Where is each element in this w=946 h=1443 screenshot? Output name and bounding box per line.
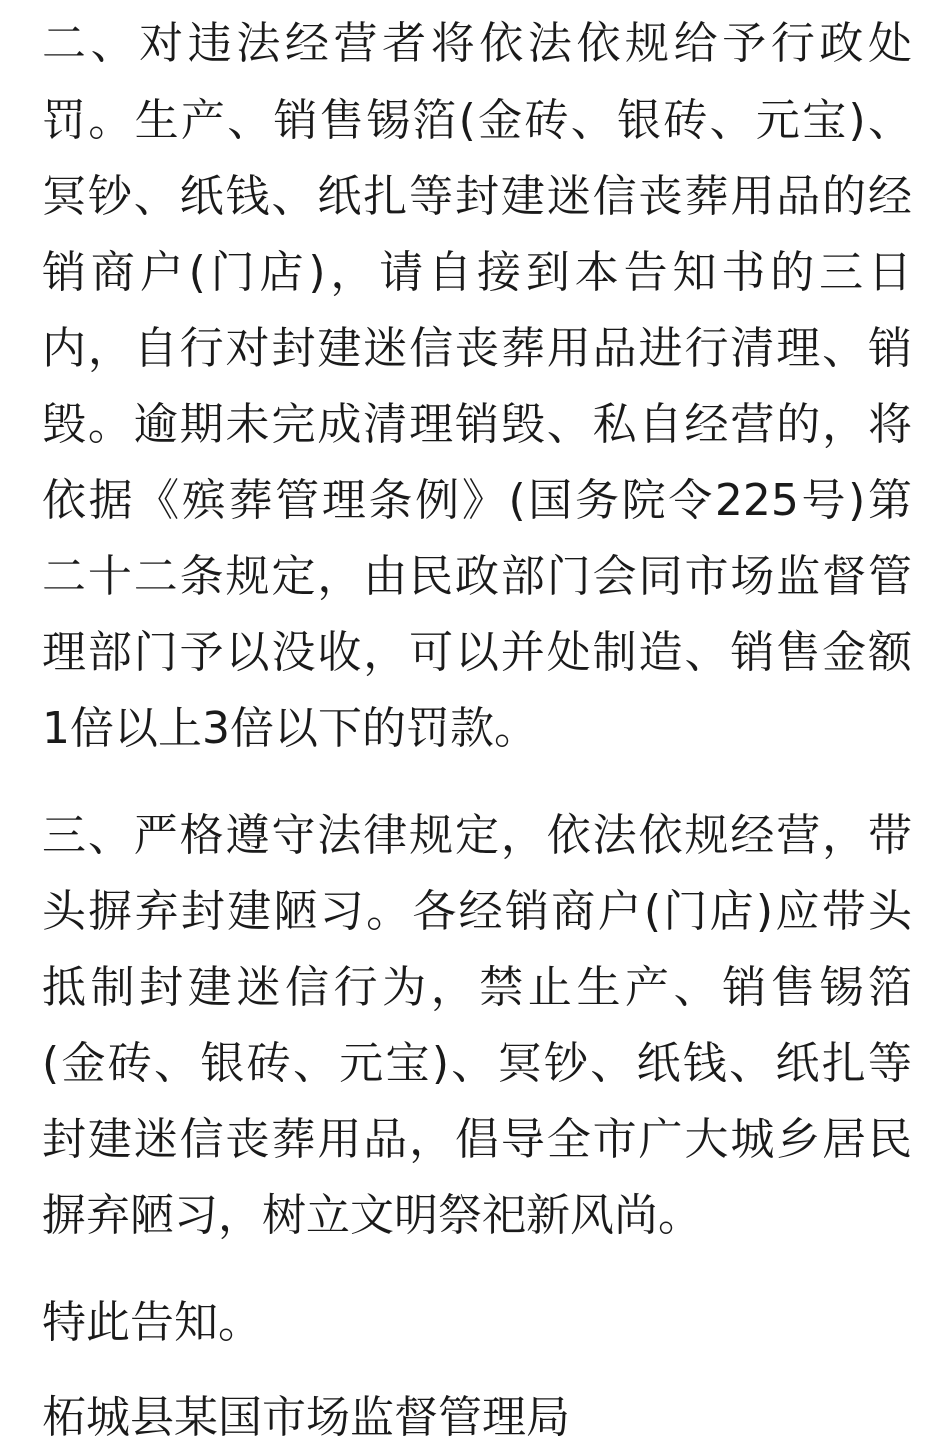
text-line: (金砖、银砖、元宝)、冥钞、纸钱、纸扎等 (42, 1038, 912, 1089)
text-line: 依据《殡葬管理条例》(国务院令225号)第 (42, 475, 912, 526)
text-line: 理部门予以没收，可以并处制造、销售金额 (42, 627, 912, 678)
text-line: 抵制封建迷信行为，禁止生产、销售锡箔 (42, 962, 912, 1013)
text-line: 摒弃陋习，树立文明祭祀新风尚。 (42, 1190, 702, 1241)
text-line: 封建迷信丧葬用品，倡导全市广大城乡居民 (42, 1114, 912, 1165)
text-line: 毁。逾期未完成清理销毁、私自经营的，将 (42, 399, 912, 450)
text-line: 二、对违法经营者将依法依规给予行政处 (42, 18, 912, 69)
text-line: 销商户(门店)，请自接到本告知书的三日 (42, 247, 912, 298)
text-line: 内，自行对封建迷信丧葬用品进行清理、销 (42, 323, 912, 374)
text-line: 二十二条规定，由民政部门会同市场监督管 (42, 551, 912, 602)
text-line: 罚。生产、销售锡箔(金砖、银砖、元宝)、 (42, 95, 912, 146)
text-line: 三、严格遵守法律规定，依法依规经营，带 (42, 810, 912, 861)
closing-statement: 特此告知。 (42, 1297, 262, 1348)
text-line: 冥钞、纸钱、纸扎等封建迷信丧葬用品的经 (42, 171, 912, 222)
text-line: 1倍以上3倍以下的罚款。 (42, 703, 538, 754)
text-line: 头摒弃封建陋习。各经销商户(门店)应带头 (42, 886, 912, 937)
cut-off-signature-line: 柘城县某国市场监督管理局 (42, 1392, 570, 1443)
